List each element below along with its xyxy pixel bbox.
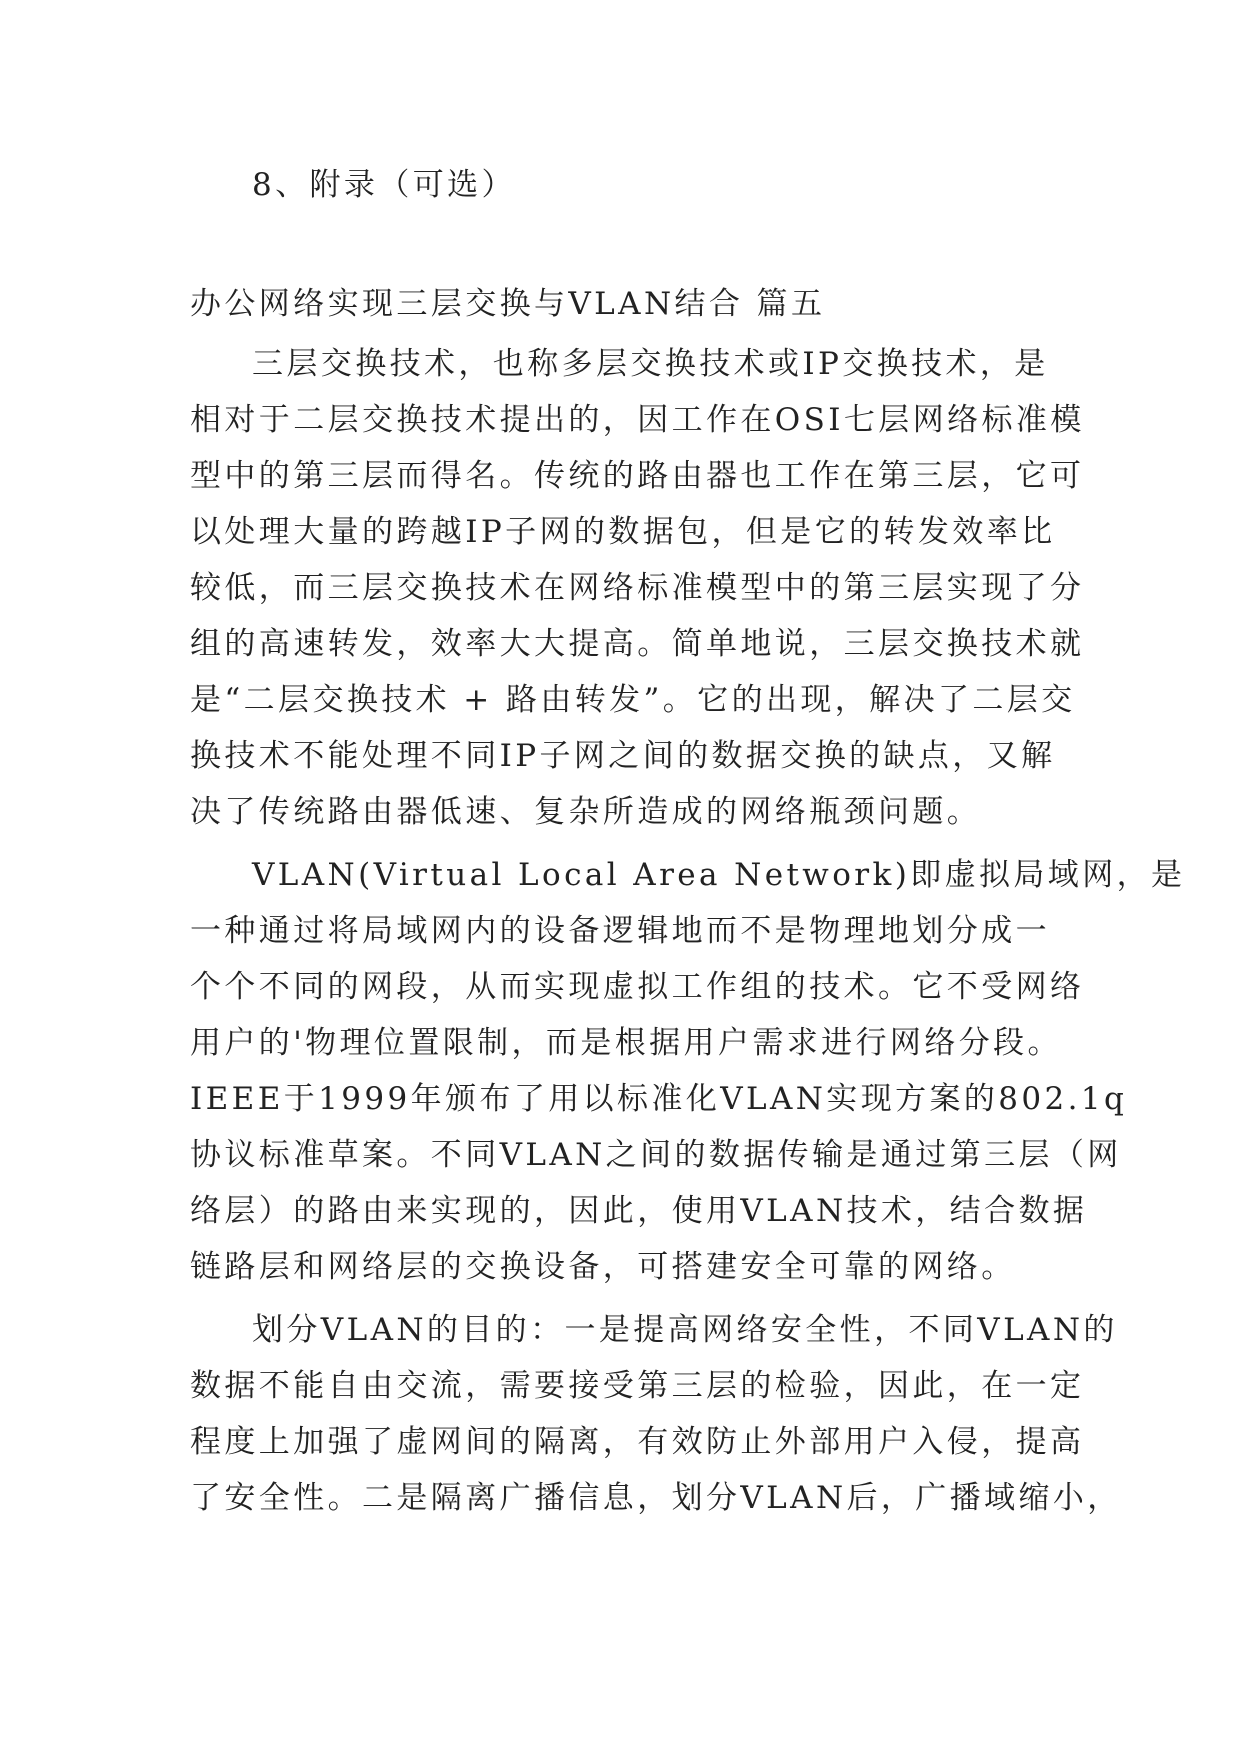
paragraph-line: 数据不能自由交流，需要接受第三层的检验，因此，在一定: [190, 1368, 1085, 1404]
paragraph-line: 型中的第三层而得名。传统的路由器也工作在第三层，它可: [190, 458, 1085, 494]
paragraph-line: 划分VLAN的目的：一是提高网络安全性，不同VLAN的: [252, 1312, 1118, 1348]
paragraph-line: 相对于二层交换技术提出的，因工作在OSI七层网络标准模: [190, 402, 1085, 438]
paragraph-line: 个个不同的网段，从而实现虚拟工作组的技术。它不受网络: [190, 969, 1085, 1005]
paragraph-line: 组的高速转发，效率大大提高。简单地说，三层交换技术就: [190, 626, 1085, 662]
paragraph-line: 以处理大量的跨越IP子网的数据包，但是它的转发效率比: [190, 514, 1056, 550]
paragraph-line: 了安全性。二是隔离广播信息，划分VLAN后，广播域缩小，: [190, 1480, 1122, 1516]
paragraph-line: 用户的'物理位置限制，而是根据用户需求进行网络分段。: [190, 1025, 1062, 1061]
paragraph-line: 决了传统路由器低速、复杂所造成的网络瓶颈问题。: [190, 794, 982, 830]
paragraph-line: 程度上加强了虚网间的隔离，有效防止外部用户入侵，提高: [190, 1424, 1085, 1460]
paragraph-line: 是“二层交换技术 + 路由转发”。它的出现，解决了二层交: [190, 682, 1076, 718]
paragraph-line: VLAN(Virtual Local Area Network)即虚拟局域网，是: [252, 857, 1186, 893]
paragraph-line: IEEE于1999年颁布了用以标准化VLAN实现方案的802.1q: [190, 1081, 1128, 1117]
paragraph-line: 一种通过将局域网内的设备逻辑地而不是物理地划分成一: [190, 913, 1050, 949]
paragraph-line: 协议标准草案。不同VLAN之间的数据传输是通过第三层（网: [190, 1137, 1122, 1173]
paragraph-line: 络层）的路由来实现的，因此，使用VLAN技术，结合数据: [190, 1193, 1088, 1229]
appendix-heading: 8、附录（可选）: [252, 167, 516, 203]
paragraph-line: 链路层和网络层的交换设备，可搭建安全可靠的网络。: [190, 1249, 1016, 1285]
section-title: 办公网络实现三层交换与VLAN结合 篇五: [190, 286, 826, 322]
paragraph-line: 换技术不能处理不同IP子网之间的数据交换的缺点，又解: [190, 738, 1056, 774]
paragraph-line: 三层交换技术，也称多层交换技术或IP交换技术，是: [252, 346, 1049, 382]
paragraph-line: 较低，而三层交换技术在网络标准模型中的第三层实现了分: [190, 570, 1085, 606]
